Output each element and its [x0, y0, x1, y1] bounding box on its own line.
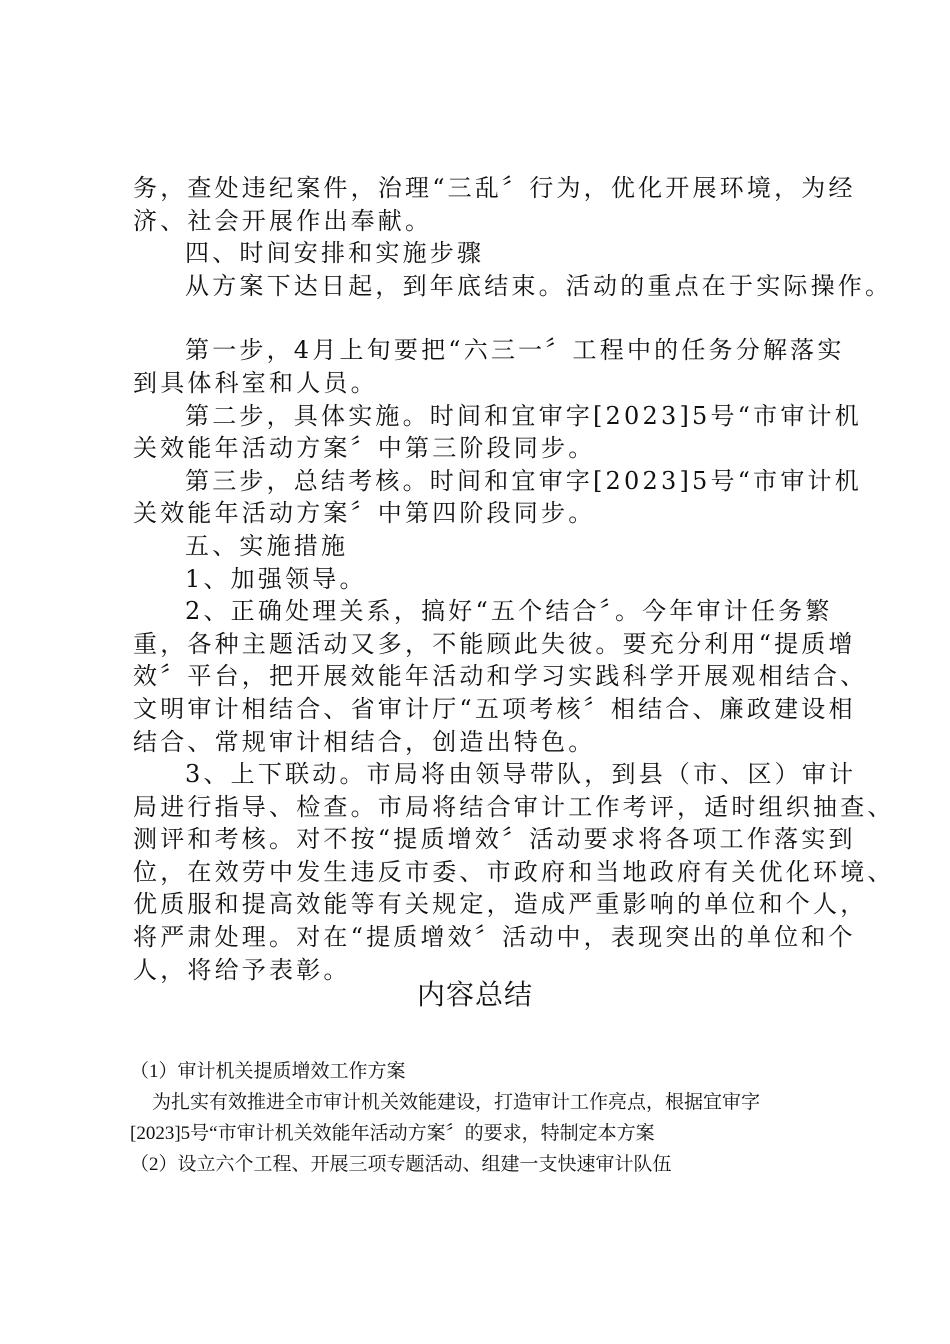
body-line: 效〞平台，把开展效能年活动和学习实践科学开展观相结合、 [133, 662, 868, 691]
step-one-line: 第一步，4月上旬要把“六三一〞工程中的任务分解落实 [185, 336, 845, 365]
section-heading-four: 四、时间安排和实施步骤 [185, 239, 485, 268]
body-line: 优质服和提高效能等有关规定，造成严重影响的单位和个人， [133, 890, 868, 919]
body-line: 局进行指导、检查。市局将结合审计工作考评，适时组织抽查、 [133, 792, 895, 821]
document-body [133, 172, 895, 986]
measure-one-line: 1、加强领导。 [185, 564, 367, 593]
body-line: 关效能年活动方案〞中第四阶段同步。 [133, 499, 596, 528]
step-three-line: 第三步，总结考核。时间和宜审字[2023]5号“市审计机 [185, 466, 862, 495]
step-two-line: 第二步，具体实施。时间和宜审字[2023]5号“市审计机 [185, 401, 862, 430]
body-line: 结合、常规审计相结合，创造出特色。 [133, 727, 596, 756]
summary-paragraph-line: 为扎实有效推进全市审计机关效能建设，打造审计工作亮点，根据宜审字 [152, 1092, 761, 1113]
body-line: 重，各种主题活动又多，不能顾此失彼。要充分利用“提质增 [133, 629, 856, 658]
measure-two-line: 2、正确处理关系，搞好“五个结合〞。今年审计任务繁 [185, 597, 833, 626]
summary-section [130, 1056, 830, 1180]
body-line: 济、社会开展作出奉献。 [133, 206, 433, 235]
body-line: 将严肃处理。对在“提质增效〞活动中，表现突出的单位和个 [133, 923, 856, 952]
body-line: 位，在效劳中发生违反市委、市政府和当地政府有关优化环境、 [133, 857, 895, 886]
body-line: 务，查处违纪案件，治理“三乱〞行为，优化开展环境，为经 [133, 174, 856, 202]
summary-item-1: （1）审计机关提质增效工作方案 [130, 1061, 406, 1082]
measure-three-line: 3、上下联动。市局将由领导带队，到县（市、区）审计 [185, 760, 857, 789]
body-line: 人，将给予表彰。 [133, 955, 351, 984]
body-line: 测评和考核。对不按“提质增效〞活动要求将各项工作落实到 [133, 825, 856, 854]
section-heading-five: 五、实施措施 [185, 531, 349, 560]
summary-title: 内容总结 [416, 980, 533, 1011]
summary-paragraph-line: [2023]5号“市审计机关效能年活动方案〞的要求，特制定本方案 [130, 1123, 655, 1144]
summary-item-2: （2）设立六个工程、开展三项专题活动、组建一支快速审计队伍 [130, 1154, 672, 1175]
body-line: 文明审计相结合、省审计厅“五项考核〞相结合、廉政建设相 [133, 694, 856, 723]
body-line: 关效能年活动方案〞中第三阶段同步。 [133, 434, 596, 463]
body-line: 到具体科室和人员。 [133, 368, 378, 397]
body-line: 从方案下达日起，到年底结束。活动的重点在于实际操作。 [185, 271, 893, 300]
